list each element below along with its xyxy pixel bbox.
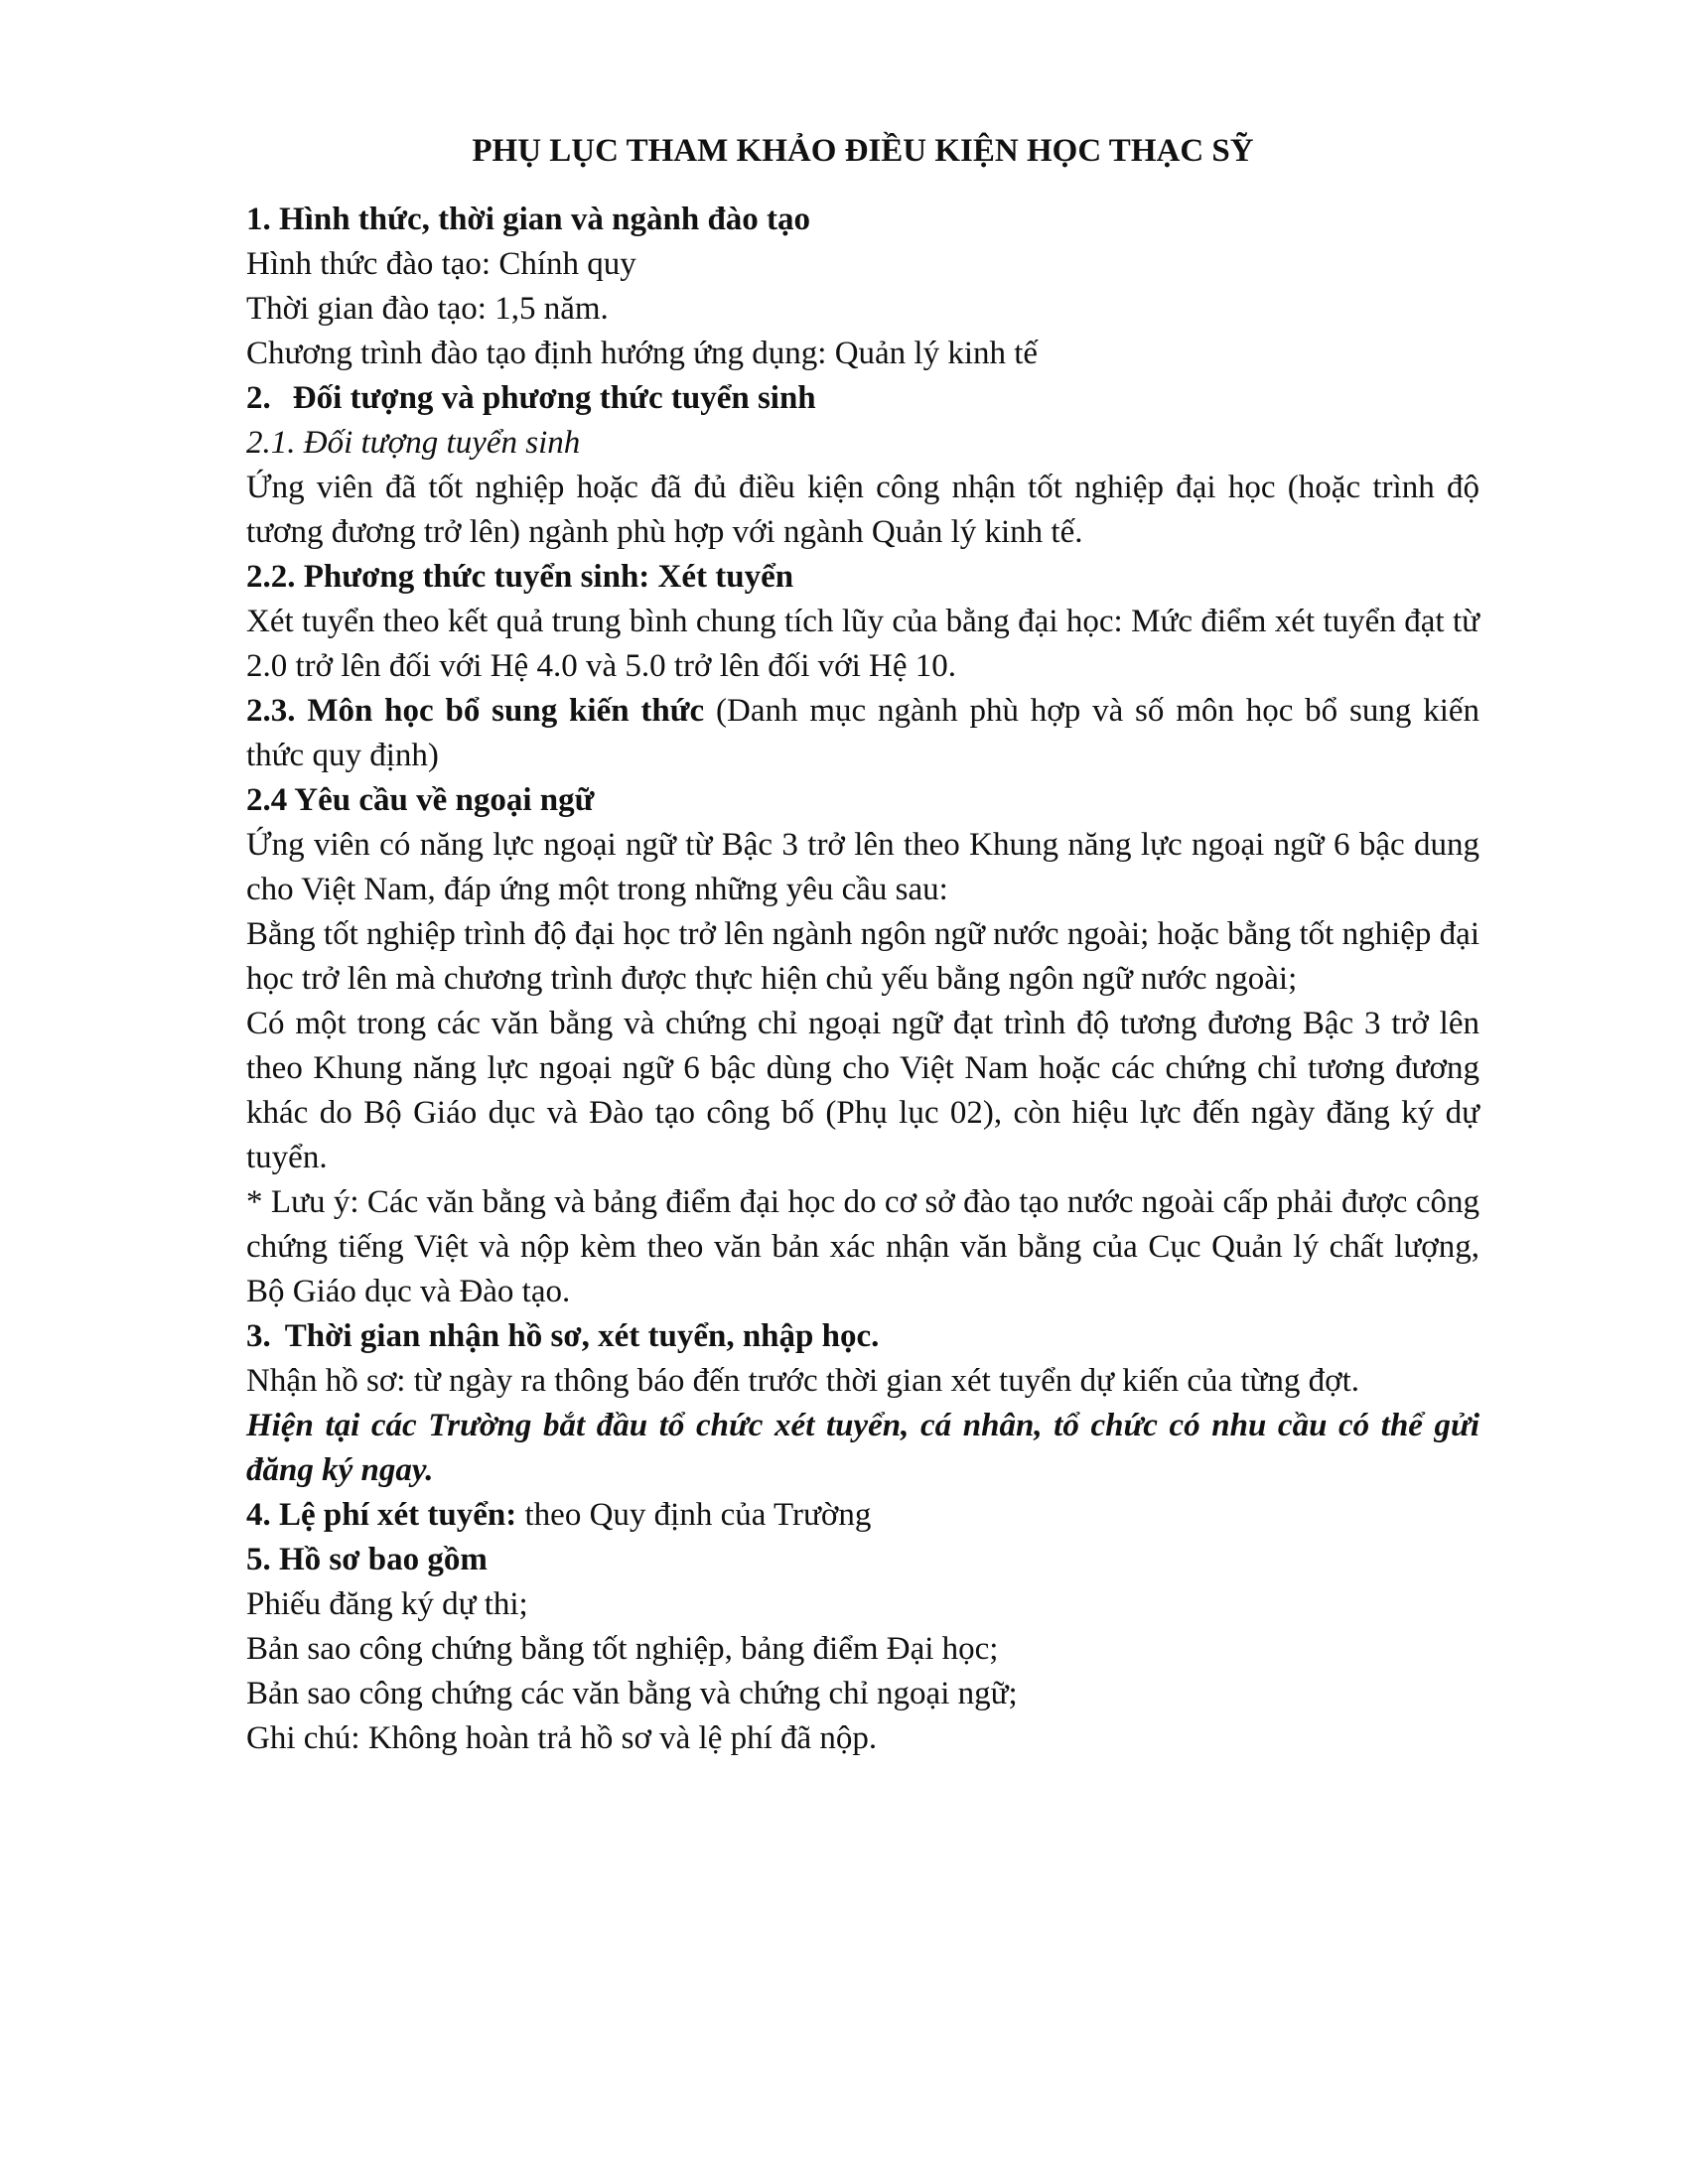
section-3-heading — [246, 1314, 1479, 1359]
training-form-line: Hình thức đào tạo: Chính quy — [246, 246, 636, 282]
section-4-heading: 4. Lệ phí xét tuyển: — [246, 1497, 517, 1533]
section-2-2-text: Xét tuyển theo kết quả trung bình chung tích lũy của bằng đại học: Mức điểm xét tuyển đạt từ 2.0 trở lên đối với Hệ 4.0 và 5.0 trở lên đối với Hệ 10. — [246, 604, 1479, 684]
section-2-1-heading: 2.1. Đối tượng tuyển sinh — [246, 425, 581, 461]
dossier-note: Ghi chú: Không hoàn trả hồ sơ và lệ phí đã nộp. — [246, 1720, 878, 1756]
section-2-heading — [246, 376, 1479, 421]
section-3-title: Thời gian nhận hồ sơ, xét tuyển, nhập học. — [284, 1318, 880, 1354]
section-4-text: theo Quy định của Trường — [516, 1497, 872, 1533]
section-2-3-text: (Danh mục ngành phù hợp và số môn học bổ sung kiến thức quy định) — [246, 693, 1480, 773]
section-3-emphasis: Hiện tại các Trường bắt đầu tổ chức xét tuyển, cá nhân, tổ chức có nhu cầu có thể gửi đăng ký ngay. — [246, 1408, 1479, 1488]
training-duration-line: Thời gian đào tạo: 1,5 năm. — [246, 291, 609, 327]
section-2-number: 2. — [246, 380, 271, 416]
section-2-3-heading: 2.3. Môn học bổ sung kiến thức — [246, 693, 705, 729]
section-2-3-paragraph — [246, 689, 1479, 778]
dossier-item-2: Bản sao công chứng bằng tốt nghiệp, bảng điểm Đại học; — [246, 1631, 999, 1667]
section-2-4-item-2: Có một trong các văn bằng và chứng chỉ ngoại ngữ đạt trình độ tương đương Bậc 3 trở lên theo Khung năng lực ngoại ngữ 6 bậc dùng cho Việt Nam hoặc các chứng chỉ tương đương khác do Bộ Giáo dục và Đào tạo công bố (Phụ lục 02), còn hiệu lực đến ngày đăng ký dự tuyển. — [246, 1006, 1479, 1175]
document-body — [246, 129, 1479, 1761]
section-3-number: 3. — [246, 1318, 271, 1354]
section-4-paragraph — [246, 1493, 1479, 1538]
section-2-4-note: * Lưu ý: Các văn bằng và bảng điểm đại học do cơ sở đào tạo nước ngoài cấp phải được công chứng tiếng Việt và nộp kèm theo văn bản xác nhận văn bằng của Cục Quản lý chất lượng, Bộ Giáo dục và Đào tạo. — [246, 1184, 1479, 1309]
section-5-heading: 5. Hồ sơ bao gồm — [246, 1542, 488, 1577]
section-2-4-heading: 2.4 Yêu cầu về ngoại ngữ — [246, 782, 595, 818]
section-2-2-heading: 2.2. Phương thức tuyển sinh: Xét tuyển — [246, 559, 794, 595]
section-3-text: Nhận hồ sơ: từ ngày ra thông báo đến trước thời gian xét tuyển dự kiến của từng đợt. — [246, 1363, 1360, 1399]
section-1-heading: 1. Hình thức, thời gian và ngành đào tạo — [246, 202, 811, 237]
section-2-4-item-1: Bằng tốt nghiệp trình độ đại học trở lên ngành ngôn ngữ nước ngoài; hoặc bằng tốt nghiệp đại học trở lên mà chương trình được thực hiện chủ yếu bằng ngôn ngữ nước ngoài; — [246, 916, 1479, 997]
dossier-item-3: Bản sao công chứng các văn bằng và chứng chỉ ngoại ngữ; — [246, 1676, 1018, 1711]
dossier-item-1: Phiếu đăng ký dự thi; — [246, 1586, 528, 1622]
section-2-title: Đối tượng và phương thức tuyển sinh — [292, 380, 816, 416]
document-title: PHỤ LỤC THAM KHẢO ĐIỀU KIỆN HỌC THẠC SỸ — [472, 133, 1254, 169]
section-2-4-intro: Ứng viên có năng lực ngoại ngữ từ Bậc 3 trở lên theo Khung năng lực ngoại ngữ 6 bậc dung cho Việt Nam, đáp ứng một trong những yêu cầu sau: — [246, 827, 1479, 907]
training-program-line: Chương trình đào tạo định hướng ứng dụng: Quản lý kinh tế — [246, 336, 1039, 371]
section-2-1-text: Ứng viên đã tốt nghiệp hoặc đã đủ điều kiện công nhận tốt nghiệp đại học (hoặc trình độ tương đương trở lên) ngành phù hợp với ngành Quản lý kinh tế. — [246, 470, 1479, 550]
